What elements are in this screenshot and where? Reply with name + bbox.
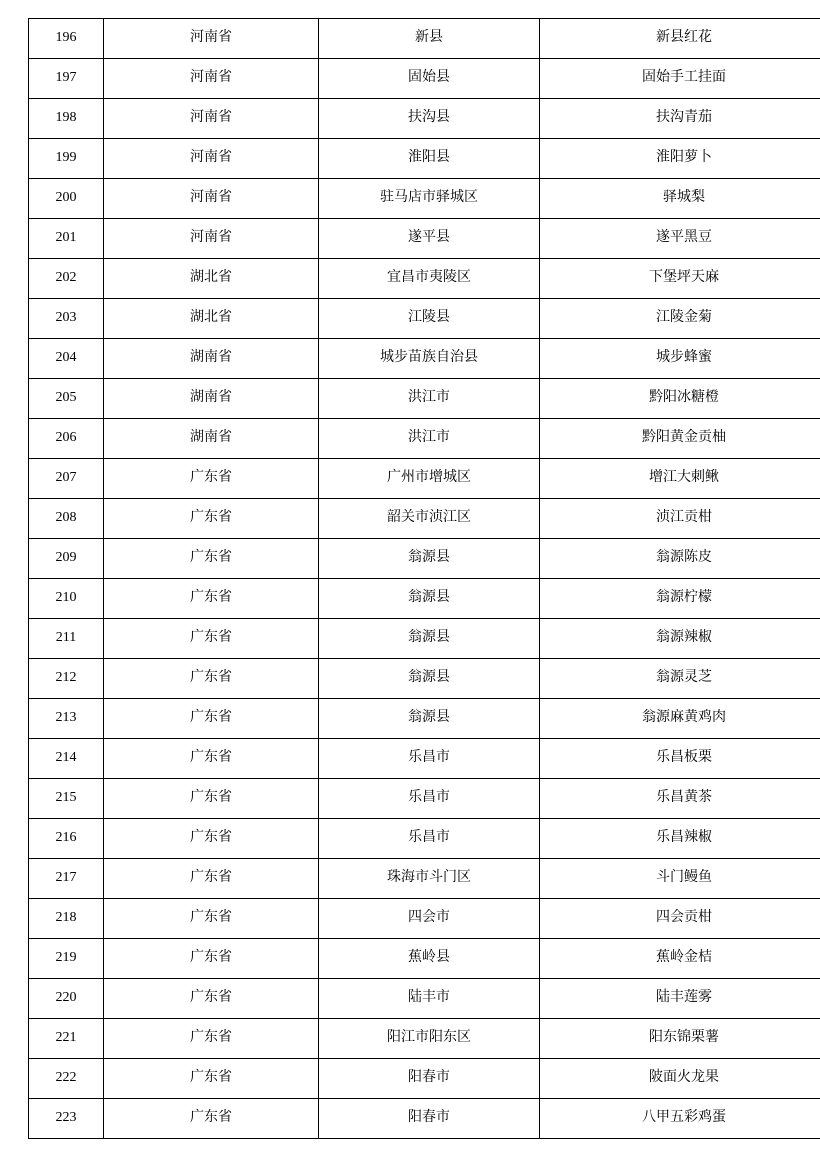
table-row xyxy=(29,579,820,619)
cell-province: 广东省 xyxy=(104,939,319,979)
cell-product: 四会贡柑 xyxy=(540,899,820,939)
cell-region: 陆丰市 xyxy=(319,979,540,1019)
table-row xyxy=(29,219,820,259)
cell-region: 四会市 xyxy=(319,899,540,939)
cell-index: 213 xyxy=(29,699,104,739)
cell-product: 新县红花 xyxy=(540,19,820,59)
cell-province: 广东省 xyxy=(104,659,319,699)
cell-index: 198 xyxy=(29,99,104,139)
cell-index: 217 xyxy=(29,859,104,899)
cell-region: 淮阳县 xyxy=(319,139,540,179)
cell-region: 翁源县 xyxy=(319,539,540,579)
cell-index: 215 xyxy=(29,779,104,819)
cell-province: 湖北省 xyxy=(104,259,319,299)
cell-region: 翁源县 xyxy=(319,619,540,659)
table-row xyxy=(29,539,820,579)
cell-index: 207 xyxy=(29,459,104,499)
cell-province: 湖南省 xyxy=(104,339,319,379)
cell-product: 翁源灵芝 xyxy=(540,659,820,699)
table-row xyxy=(29,1019,820,1059)
table-row xyxy=(29,99,820,139)
table-row xyxy=(29,1099,820,1139)
cell-index: 218 xyxy=(29,899,104,939)
cell-product: 江陵金菊 xyxy=(540,299,820,339)
cell-product: 增江大刺鳅 xyxy=(540,459,820,499)
cell-province: 广东省 xyxy=(104,859,319,899)
cell-product: 翁源辣椒 xyxy=(540,619,820,659)
cell-region: 广州市增城区 xyxy=(319,459,540,499)
cell-index: 196 xyxy=(29,19,104,59)
cell-province: 河南省 xyxy=(104,179,319,219)
cell-region: 阳春市 xyxy=(319,1059,540,1099)
cell-province: 广东省 xyxy=(104,539,319,579)
cell-product: 下堡坪天麻 xyxy=(540,259,820,299)
cell-province: 广东省 xyxy=(104,819,319,859)
cell-product: 翁源柠檬 xyxy=(540,579,820,619)
cell-product: 陂面火龙果 xyxy=(540,1059,820,1099)
table-row xyxy=(29,979,820,1019)
cell-region: 翁源县 xyxy=(319,699,540,739)
table-row xyxy=(29,619,820,659)
cell-province: 广东省 xyxy=(104,699,319,739)
table-row xyxy=(29,499,820,539)
cell-product: 阳东锦栗薯 xyxy=(540,1019,820,1059)
cell-product: 蕉岭金桔 xyxy=(540,939,820,979)
table-row xyxy=(29,339,820,379)
cell-province: 广东省 xyxy=(104,739,319,779)
table-row xyxy=(29,59,820,99)
cell-index: 219 xyxy=(29,939,104,979)
cell-province: 广东省 xyxy=(104,1099,319,1139)
cell-product: 固始手工挂面 xyxy=(540,59,820,99)
cell-index: 197 xyxy=(29,59,104,99)
table-row xyxy=(29,1059,820,1099)
cell-product: 扶沟青茄 xyxy=(540,99,820,139)
cell-region: 乐昌市 xyxy=(319,739,540,779)
cell-province: 河南省 xyxy=(104,19,319,59)
cell-index: 223 xyxy=(29,1099,104,1139)
cell-province: 广东省 xyxy=(104,579,319,619)
table-row xyxy=(29,379,820,419)
cell-province: 广东省 xyxy=(104,979,319,1019)
table-row xyxy=(29,699,820,739)
cell-province: 河南省 xyxy=(104,99,319,139)
cell-product: 淮阳萝卜 xyxy=(540,139,820,179)
cell-province: 广东省 xyxy=(104,1059,319,1099)
cell-product: 遂平黑豆 xyxy=(540,219,820,259)
cell-region: 城步苗族自治县 xyxy=(319,339,540,379)
table-row xyxy=(29,19,820,59)
cell-region: 洪江市 xyxy=(319,419,540,459)
cell-region: 江陵县 xyxy=(319,299,540,339)
cell-index: 212 xyxy=(29,659,104,699)
cell-region: 驻马店市驿城区 xyxy=(319,179,540,219)
cell-region: 阳春市 xyxy=(319,1099,540,1139)
cell-region: 珠海市斗门区 xyxy=(319,859,540,899)
cell-region: 扶沟县 xyxy=(319,99,540,139)
cell-index: 202 xyxy=(29,259,104,299)
cell-index: 208 xyxy=(29,499,104,539)
cell-index: 200 xyxy=(29,179,104,219)
cell-province: 湖南省 xyxy=(104,419,319,459)
table-row xyxy=(29,259,820,299)
cell-region: 翁源县 xyxy=(319,659,540,699)
cell-product: 乐昌辣椒 xyxy=(540,819,820,859)
cell-product: 乐昌黄茶 xyxy=(540,779,820,819)
table-row xyxy=(29,459,820,499)
cell-index: 222 xyxy=(29,1059,104,1099)
products-table xyxy=(28,18,820,1139)
cell-product: 斗门鳗鱼 xyxy=(540,859,820,899)
cell-province: 广东省 xyxy=(104,499,319,539)
table-row xyxy=(29,139,820,179)
cell-region: 宜昌市夷陵区 xyxy=(319,259,540,299)
cell-product: 浈江贡柑 xyxy=(540,499,820,539)
cell-province: 广东省 xyxy=(104,1019,319,1059)
table-row xyxy=(29,179,820,219)
table-body xyxy=(29,19,820,1139)
table-row xyxy=(29,739,820,779)
cell-index: 209 xyxy=(29,539,104,579)
table-row xyxy=(29,659,820,699)
table-row xyxy=(29,899,820,939)
cell-index: 199 xyxy=(29,139,104,179)
cell-province: 广东省 xyxy=(104,619,319,659)
cell-product: 翁源麻黄鸡肉 xyxy=(540,699,820,739)
cell-index: 216 xyxy=(29,819,104,859)
cell-region: 乐昌市 xyxy=(319,819,540,859)
cell-index: 203 xyxy=(29,299,104,339)
cell-index: 221 xyxy=(29,1019,104,1059)
cell-index: 206 xyxy=(29,419,104,459)
cell-index: 210 xyxy=(29,579,104,619)
cell-province: 湖北省 xyxy=(104,299,319,339)
cell-product: 陆丰莲雾 xyxy=(540,979,820,1019)
cell-region: 遂平县 xyxy=(319,219,540,259)
cell-product: 黔阳冰糖橙 xyxy=(540,379,820,419)
cell-index: 211 xyxy=(29,619,104,659)
cell-product: 城步蜂蜜 xyxy=(540,339,820,379)
cell-province: 湖南省 xyxy=(104,379,319,419)
cell-province: 河南省 xyxy=(104,139,319,179)
cell-region: 翁源县 xyxy=(319,579,540,619)
cell-product: 八甲五彩鸡蛋 xyxy=(540,1099,820,1139)
cell-region: 洪江市 xyxy=(319,379,540,419)
cell-region: 新县 xyxy=(319,19,540,59)
cell-index: 220 xyxy=(29,979,104,1019)
cell-index: 205 xyxy=(29,379,104,419)
cell-product: 翁源陈皮 xyxy=(540,539,820,579)
cell-product: 驿城梨 xyxy=(540,179,820,219)
cell-index: 214 xyxy=(29,739,104,779)
cell-region: 阳江市阳东区 xyxy=(319,1019,540,1059)
table-row xyxy=(29,939,820,979)
cell-region: 乐昌市 xyxy=(319,779,540,819)
cell-province: 广东省 xyxy=(104,459,319,499)
cell-province: 广东省 xyxy=(104,899,319,939)
table-row xyxy=(29,299,820,339)
table-row xyxy=(29,819,820,859)
cell-region: 蕉岭县 xyxy=(319,939,540,979)
cell-province: 广东省 xyxy=(104,779,319,819)
cell-province: 河南省 xyxy=(104,219,319,259)
cell-province: 河南省 xyxy=(104,59,319,99)
cell-index: 204 xyxy=(29,339,104,379)
cell-region: 固始县 xyxy=(319,59,540,99)
table-row xyxy=(29,779,820,819)
table-row xyxy=(29,419,820,459)
cell-product: 乐昌板栗 xyxy=(540,739,820,779)
cell-region: 韶关市浈江区 xyxy=(319,499,540,539)
table-row xyxy=(29,859,820,899)
cell-index: 201 xyxy=(29,219,104,259)
cell-product: 黔阳黄金贡柚 xyxy=(540,419,820,459)
